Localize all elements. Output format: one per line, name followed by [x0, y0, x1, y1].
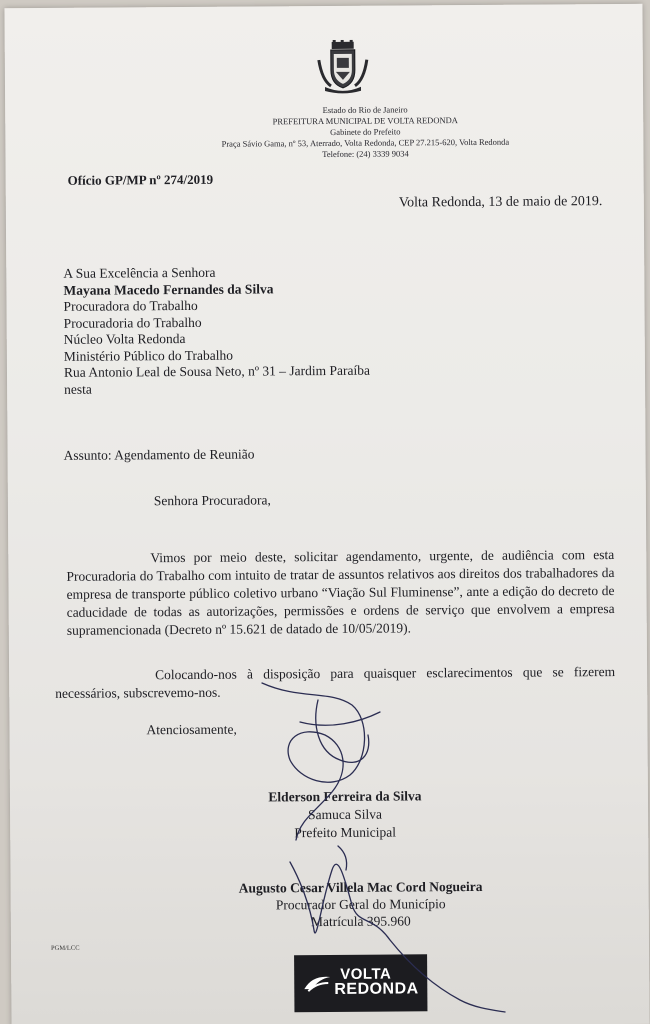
recipient-department: Procuradoria do Trabalho	[63, 314, 202, 331]
mayor-nickname: Samuca Silva	[308, 806, 383, 823]
letter-reference: Ofício GP/MP nº 274/2019	[67, 171, 214, 188]
mayor-signature-block	[235, 787, 455, 843]
letter-paragraph-2: Colocando-nos à disposição para quaisquer esclarecimentos que se fizerem necessários, subscrevemo-nos.	[55, 663, 616, 701]
recipient-street: Rua Antonio Leal de Sousa Neto, nº 31 – Jardim Paraíba	[63, 362, 371, 380]
recipient-name: Mayana Macedo Fernandes da Silva	[63, 280, 274, 298]
recipient-unit: Núcleo Volta Redonda	[63, 330, 186, 347]
attorney-signature-block	[196, 878, 526, 931]
attorney-role: Procurador Geral do Município	[275, 896, 446, 913]
letterhead-state: Estado do Rio de Janeiro	[322, 104, 408, 116]
city-logo-line-1: VOLTA	[340, 965, 392, 983]
city-logo-mark-icon	[302, 971, 332, 993]
mayor-name: Elderson Ferreira da Silva	[268, 788, 422, 805]
coat-of-arms-icon	[316, 40, 370, 94]
letter-subject: Assunto: Agendamento de Reunião	[63, 446, 255, 463]
recipient-block	[63, 264, 370, 398]
city-logo	[294, 954, 427, 1012]
letterhead-office: Gabinete do Prefeito	[330, 126, 401, 137]
recipient-locality: nesta	[64, 381, 92, 397]
attorney-name: Augusto Cesar Villela Mac Cord Nogueira	[238, 878, 483, 896]
typist-initials: PGM/LCC	[50, 944, 80, 952]
letter-salutation: Senhora Procuradora,	[153, 492, 271, 509]
recipient-title: Procuradora do Trabalho	[63, 297, 198, 314]
letterhead-phone: Telefone: (24) 3339 9034	[322, 148, 409, 160]
city-logo-line-2: REDONDA	[334, 980, 419, 998]
letter-date: Volta Redonda, 13 de maio de 2019.	[398, 194, 603, 211]
mayor-role: Prefeito Municipal	[294, 824, 397, 841]
attorney-registration: Matrícula 395.960	[310, 913, 411, 930]
recipient-greeting: A Sua Excelência a Senhora	[63, 264, 216, 281]
letter-page	[4, 4, 649, 1024]
letter-paragraph-1: Vimos por meio deste, solicitar agendamento, urgente, de audiência com esta Procuradoria do Trabalho com intuito de tratar de assuntos relativos aos direitos dos trabalhadores da empresa de transporte público coletivo urbano “Viação Sul Fluminense”, ante a edição do decreto de caducidade de todas as autorizações, permissões e ordens de serviço que envolvem a empresa supramencionada (Decreto nº 15.621 de datado de 10/05/2019).	[66, 546, 615, 638]
recipient-organization: Ministério Público do Trabalho	[63, 347, 234, 364]
letterhead-municipality: PREFEITURA MUNICIPAL DE VOLTA REDONDA	[272, 115, 458, 127]
letter-closing: Atenciosamente,	[146, 721, 237, 738]
letterhead-address: Praça Sávio Gama, nº 53, Aterrado, Volta Redonda, CEP 27.215-620, Volta Redonda	[221, 136, 510, 149]
letterhead	[155, 103, 575, 161]
